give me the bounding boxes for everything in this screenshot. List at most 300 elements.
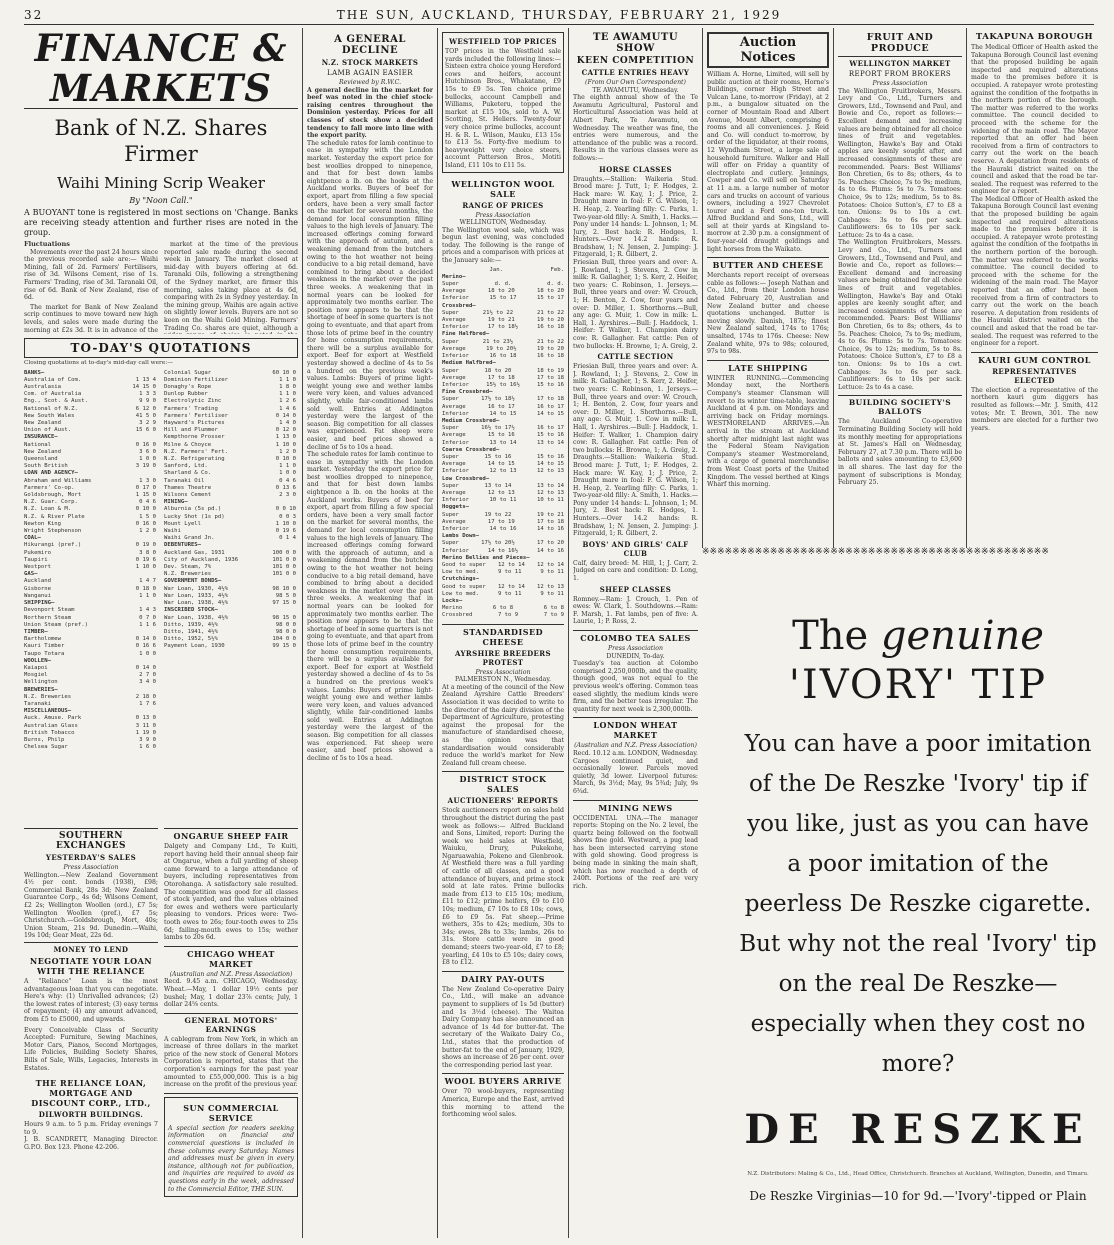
money-head: NEGOTIATE YOUR LOAN WITH THE RELIANCE (29, 956, 153, 976)
quote-row (164, 463, 296, 470)
ongarue-title: ONGARUE SHEEP FAIR (173, 831, 289, 841)
quote-row (164, 607, 296, 614)
quote-label: Sanford, Ltd. (164, 463, 208, 470)
quote-row (442, 447, 564, 454)
quote-value: 17 to 18 (537, 374, 564, 381)
quote-value: 9 to 11 (540, 569, 564, 576)
quote-row (24, 492, 156, 499)
londonwheat-title: LONDON WHEAT MARKET (593, 720, 678, 741)
quote-value: 9 9 0 (139, 398, 156, 405)
quote-label: Chelsea Sugar (24, 744, 68, 751)
quote-value: 16 to 17 (537, 403, 564, 410)
quote-row (164, 564, 296, 571)
quote-label: Medium Halfbred— (442, 360, 496, 367)
quote-label: Inferior (442, 410, 469, 417)
quote-value: 7 to 9 (543, 612, 564, 619)
quote-value: 1 8 0 (279, 384, 296, 390)
quote-row (164, 485, 296, 492)
teawamutu-credit: (From Our Own Correspondent) (585, 79, 686, 86)
building-text: The Auckland Co-operative Terminating Building Society will hold its monthly meeting for appropriations at St. James's Hall on Wednesday, February 27, at 7.30 p.m. There will be ballots and sales amounting to £3,600 in all shares. The last day for the payment of subscriptions is Monday, February 25. (838, 418, 962, 487)
quote-label: Inferior (442, 439, 469, 446)
quote-row (442, 548, 564, 555)
motors-title: GENERAL MOTORS' EARNINGS (184, 1015, 278, 1034)
quote-label: Colonial Sugar (164, 369, 212, 376)
quote-value: 1 4 6 (279, 405, 296, 412)
quote-value: 14 to 16 (537, 525, 564, 532)
quote-value: 9 to 11 (497, 569, 522, 576)
chicago-credit: (Australian and N.Z. Press Association) (169, 970, 293, 978)
quote-value: 12 to 13 (489, 468, 517, 475)
quote-label: Inferior (442, 468, 469, 475)
quote-row (164, 492, 296, 499)
wool-dateline: WELLINGTON, Wednesday. (459, 219, 547, 227)
quote-label: Farmers' Fertiliser (164, 412, 228, 419)
quote-value: 1 6 0 (139, 744, 156, 751)
dairy-text: The New Zealand Co-operative Dairy Co., Ltd., will make an advance payment to suppliers of 1s 5d (butter) and 1s 3½d (cheese). The Waitoa Dairy Company has also announced an advance of 1s 4d for butter-fat. The secretary of the Waikato Dairy Co., Ltd., states that the production of butter-fat to the end of January, 1929, shows an increase of 26 per cent. over the corresponding period last year. (442, 985, 564, 1069)
londonwheat-dateline: Recd. 10.12 a.m. LONDON, Wednesday. (573, 749, 698, 757)
quote-label: LOAN AND AGENCY— (24, 470, 78, 477)
quote-value: 0 14 0 (275, 412, 296, 419)
quote-value: 17 to 18½ (487, 324, 519, 331)
quote-label: British Tobacco (24, 729, 75, 736)
quote-row (24, 470, 156, 477)
quote-row (24, 384, 156, 391)
column-rule (702, 28, 703, 548)
quote-label: Ditto, 1939, 4½% (164, 621, 218, 628)
quote-label: Inferior (442, 295, 469, 302)
quote-value: 6 to 8 (492, 605, 514, 612)
quote-label: Average (442, 374, 466, 381)
quote-row (442, 468, 564, 475)
quote-label: Auck. Amuse. Park (24, 715, 82, 722)
quote-label: Abraham and Williams (24, 477, 92, 484)
money-firm-building: DILWORTH BUILDINGS. (38, 1110, 144, 1120)
quote-value: 1 5 0 (139, 513, 156, 520)
quote-label: Fine Crossbred— (442, 389, 493, 396)
quote-value: 0 0 3 (279, 513, 296, 520)
quote-label: Average (442, 288, 466, 295)
ad-body: You can have a poor imitation of the De Reszke 'Ivory' tip if you like, just as you can have a poor imitation of the peerless De Reszke cigarette. But why not the real 'Ivory' tip on the real De Reszke—especially when they cost no more? (739, 731, 1097, 1077)
district-subtitle: AUCTIONEERS' REPORTS (447, 796, 559, 806)
quote-label: Ditto, 1941, 4½% (164, 628, 218, 635)
quote-value: 0 14 0 (135, 636, 156, 643)
masthead (24, 6, 1094, 25)
quote-label: Inferior (442, 381, 469, 388)
fruit-credit: Press Association (872, 80, 928, 87)
quote-value: 100 0 0 (272, 549, 296, 556)
quote-label: Queensland (24, 456, 58, 463)
quote-value: 1 0 0 (139, 456, 156, 463)
quote-label: Crossbred— (442, 302, 476, 309)
quote-row (164, 398, 296, 405)
motors-text: A cablegram from New York, in which an increase of three dollars in the market price of the new stock of General Motors Corporation is reported, states that the corporation's earnings for the past year amounted to £55,000,000. This is a big increase on the profit of the previous year. (164, 1035, 298, 1089)
quote-label: Hikurangi (pref.) (24, 542, 82, 549)
ad-line1-word: genuine (880, 613, 1044, 659)
ad-distributors: N.Z. Distributors: Maling & Co., Ltd., Head Office, Christchurch. Branches at Auckland, Wellington, Dunedin, and Timaru. (747, 1171, 1089, 1177)
quote-value: 98 0 0 (275, 621, 296, 628)
quote-row (164, 514, 296, 521)
quote-row (24, 377, 156, 384)
quote-value: 19 to 20 (537, 345, 564, 352)
quote-row (164, 506, 296, 513)
quote-row (164, 615, 296, 622)
quote-label: Inferior (442, 525, 469, 532)
quote-row (442, 303, 564, 310)
quote-row (24, 672, 156, 679)
quote-row (442, 411, 564, 418)
quote-label: Taupiri (24, 556, 48, 563)
quote-label: N.Z. Breweries (164, 571, 212, 578)
quote-label: Union of Aust. (24, 427, 72, 434)
quote-row (24, 449, 156, 456)
quote-row (442, 519, 564, 526)
quote-label: Wellington (24, 679, 58, 686)
quote-row (24, 615, 156, 622)
column-rule (833, 28, 834, 548)
quote-value: 1 1 0 (279, 376, 296, 383)
quote-row (164, 470, 296, 477)
quote-value: 0 1 4 (279, 535, 296, 542)
quote-label: Super (442, 281, 459, 288)
quote-label: Waihi (164, 528, 181, 535)
quote-row (24, 478, 156, 485)
quote-row (442, 310, 564, 317)
quote-row (164, 542, 296, 549)
ad-line1 (738, 612, 1098, 660)
westfield-box (442, 32, 564, 173)
quote-value: 15 to 16 (484, 453, 512, 460)
teawamutu-dateline: TE AWAMUTU, Wednesday. (592, 86, 679, 94)
quote-label: Super (442, 511, 459, 518)
quote-value: 13 to 14 (484, 482, 512, 489)
quote-value: 10 to 11 (489, 497, 517, 504)
quote-label: Hill and Plummer (164, 427, 218, 434)
money-title: MONEY TO LEND (53, 945, 129, 954)
subheadline: Waihi Mining Scrip Weaker (57, 174, 265, 192)
quote-label: Wilsons Cement (164, 492, 212, 499)
quote-label: N.Z. Farmers' Fert. (164, 448, 228, 455)
quote-value: 1 15 0 (135, 492, 156, 499)
quote-value: 60 10 0 (272, 369, 296, 376)
quote-value: 99 15 0 (272, 643, 296, 650)
quote-row (24, 651, 156, 658)
quote-value: 15 to 17 (489, 295, 517, 302)
quote-label: Average (442, 518, 466, 525)
quote-label: Alburnia (5s pd.) (164, 506, 222, 513)
cheese-subtitle: AYRSHIRE BREEDERS PROTEST (455, 648, 551, 667)
quote-value: 0 16 0 (135, 520, 156, 527)
colombo-title: COLOMBO TEA SALES (580, 633, 691, 643)
quote-row (164, 420, 296, 427)
shipping-title: LATE SHIPPING (728, 362, 808, 373)
mining-title: MINING NEWS (598, 802, 673, 813)
horse-text: Draughts.—Stallion: Waikeria Stud. Brood mare: J. Tutt, 1; F. Hodges, 2. Hack mare: W. Kay, 1; J. Price, 2. Draught mare in foal: F. G. Wilson, 1; H. Heap, 2. Yearling filly: C. Parks, 1. Two-year-old filly: A. Smith, 1. Hacks.—Pony under 14 hands: L. Johnson, 1; M. Jury, 2. Best hack: R. Hodges, 1. Hunters.—Over 14.2 hands: R. Bradshaw, 1; N. Jensen, 2. Jumping: J. Fitzgerald, 1; R. Gilbert, 2. (573, 175, 698, 259)
quote-label: Union Steam (pref.) (24, 621, 88, 628)
quote-label: New Zealand (24, 448, 62, 455)
quote-label: Farmers' Trading (164, 405, 218, 412)
wool-header-row (442, 267, 564, 274)
quote-label: Average (442, 489, 466, 496)
quote-label: Newton King (24, 520, 62, 527)
woolbuyers-title: WOOL BUYERS ARRIVE (444, 1076, 562, 1087)
quote-row (442, 281, 564, 288)
quote-value: 41 5 0 (135, 412, 156, 419)
quote-label: Good to super (442, 561, 486, 568)
quote-label: Merino Bellies and Pieces— (442, 554, 530, 561)
quote-value: 101 0 0 (272, 556, 296, 563)
quote-value: 1 4 0 (279, 420, 296, 427)
dairy-title: DAIRY PAY-OUTS (461, 973, 545, 984)
quote-row (442, 346, 564, 353)
quote-value: 98 10 0 (272, 585, 296, 592)
quote-label: Inferior (442, 547, 469, 554)
quote-row (24, 456, 156, 463)
quote-value: 101 0 0 (272, 571, 296, 578)
takapuna-title: TAKAPUNA BOROUGH (975, 32, 1094, 42)
quote-row (442, 598, 564, 605)
quote-value: 1 10 0 (275, 520, 296, 527)
quote-value: 17 to 20 (537, 540, 564, 547)
quote-value: 3 19 0 (135, 463, 156, 470)
quote-label: Ditto, 1952, 5½% (164, 636, 218, 643)
quote-value: 1 1 0 (279, 391, 296, 398)
quote-label: GOVERNMENT BONDS— (164, 578, 222, 585)
quote-value: 0 10 0 (275, 456, 296, 463)
quote-label: Low Crossbred— (442, 475, 490, 482)
quote-label: BREWERIES— (24, 686, 58, 693)
quote-label: Northern Steam (24, 614, 72, 621)
quote-value: 0 16 0 (135, 441, 156, 448)
cheese-title: STANDARDISED CHEESE (462, 626, 544, 647)
quotations-left (24, 370, 156, 752)
quote-label: Taupo Totara (24, 650, 65, 657)
quote-value: 17 to 18 (537, 396, 564, 403)
quote-row (24, 434, 156, 441)
quotations-intro: Closing quotations at to-day's mid-day call were:— (24, 360, 174, 366)
quote-row (164, 600, 296, 607)
quote-value: 3 11 0 (135, 722, 156, 729)
kauri-title: KAURI GUM CONTROL (978, 354, 1091, 365)
quote-value: 19 to 21 (537, 511, 564, 518)
quote-label: Average (442, 403, 466, 410)
quote-value: 2 18 0 (135, 693, 156, 700)
quote-label: N.Z. Breweries (24, 693, 72, 700)
quote-row (24, 701, 156, 708)
quote-label: Average (442, 317, 466, 324)
quote-value: 0 12 0 (275, 427, 296, 434)
quote-label: Bartholomew (24, 636, 62, 643)
quote-row (442, 425, 564, 432)
quote-row (24, 694, 156, 701)
quote-value: 1 0 0 (279, 470, 296, 477)
exchanges-title: SOUTHERN EXCHANGES (55, 831, 127, 851)
column-auction (707, 28, 829, 544)
wool-title: WELLINGTON WOOL SALE (451, 178, 555, 199)
quote-value: 1 1 0 (279, 463, 296, 470)
quote-label: BANKS— (24, 369, 45, 376)
quote-row (24, 528, 156, 535)
quote-value: 6 to 8 (543, 605, 564, 612)
quote-label: War Loan, 1933, 4½% (164, 592, 228, 599)
quote-label: Average (442, 432, 466, 439)
quote-label: Electrolytic Zinc (164, 398, 222, 405)
quote-row (24, 658, 156, 665)
quote-row (24, 427, 156, 434)
quote-value: 16 to 18 (537, 324, 564, 331)
takapuna-text: The Medical Officer of Health asked the Takapuna Borough Council last evening that the proposed building be again inspected and required alterations made to the premises before it is occupied. A ratepayer wrote protesting against the condition of the footpaths in the northern portion of the borough. The matter was referred to the works committee. The council decided to proceed with the scheme for the widening of the main road. The Mayor reported that an offer had been received from a firm of contractors to carry out the work on the beach reserve. A deputation from residents of the Hauraki district waited on the council and asked that the road be tar-sealed. The request was referred to the engineer for a report. (971, 44, 1098, 196)
quote-row (442, 396, 564, 403)
quote-row (24, 593, 156, 600)
quote-value: 104 0 0 (272, 636, 296, 643)
quote-value: 0 19 6 (135, 556, 156, 563)
quote-label: South British (24, 463, 68, 470)
quote-value: 10 to 11 (537, 497, 564, 504)
quote-value: 14 15 0 (132, 384, 156, 390)
quote-value: 9 to 11 (540, 590, 564, 597)
quote-row (24, 535, 156, 542)
cattle-text: Friesian Bull, three years and over: A. J. Rowland, 1; J. Stevens, 2. Cow in milk: R. Gallagher, 1; S. Kerr, 2. Heifer, two years: C. Robinson, 1. Jerseys.—Bull, three years and over: W. Crouch, 1; H. Benton, 2. Cow, four years and over: D. Miller, 1. Shorthorns.—Bull, any age: G. Muir, 1. Cow in milk: L. Hall, 1. Ayrshires.—Bull: J. Haddock, 1. Heifer: T. Walker, 1. Champion dairy cow: R. Gallagher. Fat cattle: Pen of two bullocks: H. Browne, 1; A. Greig, 2. (573, 363, 698, 454)
wool-col-header: Feb. (550, 266, 564, 273)
quote-row (442, 360, 564, 367)
quote-label: Taranaki (24, 700, 51, 707)
quote-row (164, 427, 296, 434)
quote-row (442, 526, 564, 533)
quote-row (24, 586, 156, 593)
quote-value: 19 to 22 (484, 511, 512, 518)
section-title: FINANCE & MARKETS (34, 28, 288, 110)
quote-value: 18 to 19 (537, 367, 564, 374)
quote-row (24, 506, 156, 513)
shipping-text: WINTER RUNNING.—Commencing Monday next, the Northern Company's steamer Clansman will revert to its winter time-table, leaving Auckland at 4 p.m. on Mondays and arriving back on Friday mornings. WESTMORELAND ARRIVES.—An arrival in the stream at Auckland shortly after midnight last night was the Federal Steam Navigation Company's steamer Westmoreland, with a cargo of general merchandise from West Coast ports of the United Kingdom. The vessel berthed at Kings Wharf this morning. (707, 374, 829, 489)
quote-row (24, 391, 156, 398)
quote-row (164, 571, 296, 578)
colombo-credit: Press Association (608, 645, 663, 652)
kauri-subtitle: REPRESENTATIVES ELECTED (992, 366, 1077, 385)
quote-row (164, 478, 296, 485)
quote-row (442, 375, 564, 382)
fruit-text-cont: The Wellington Fruitbrokers, Messrs. Levy and Co., Ltd., Turners and Growers, Ltd., Townsend and Paul, and Bowie and Co., report as follows:— Excellent demand and increasing values are being obtained for all choice lines of fruit and vegetables. Wellington, Hawke's Bay and Otaki apples are keenly sought after, and increased consignments of these are recommended. Pears: Best Williams' Bon Chretien, 6s to 8s; others, 4s to 5s. Peaches: Choice, 7s to 9s; medium, 4s to 6s. Plums: 5s to 7s. Tomatoes: Choice, 9s to 12s; medium, 5s to 8s. Potatoes: Choice Sutton's, £7 to £8 a ton. Onions: 9s to 10s a cwt. Cabbages: 3s to 6s per sack. Cauliflowers: 6s to 10s per sack. Lettuce: 2s to 4s a case. (838, 239, 962, 391)
quote-row (164, 377, 296, 384)
quote-label: Lucky Shot (1s pd) (164, 513, 225, 520)
quote-row (24, 413, 156, 420)
quote-value: 16 to 17 (537, 425, 564, 432)
quote-row (164, 456, 296, 463)
finance-article (24, 28, 298, 334)
quote-label: Dev. Steam, 7% (164, 564, 212, 571)
quote-row (442, 576, 564, 583)
quote-label: War Loan, 1938, 4½% (164, 614, 228, 621)
quote-value: 13 to 14 (489, 439, 517, 446)
horse-text-cont: Friesian Bull, three years and over: A. J. Rowland, 1; J. Stevens, 2. Cow in milk: R. Gallagher, 1; S. Kerr, 2. Heifer, two years: C. Robinson, 1. Jerseys.—Bull, three years and over: W. Crouch, 1; H. Benton, 2. Cow, four years and over: D. Miller, 1. Shorthorns.—Bull, any age: G. Muir, 1. Cow in milk: L. Hall, 1. Ayrshires.—Bull: J. Haddock, 1. Heifer: T. Walker, 1. Champion dairy cow: R. Gallagher. Fat cattle: Pen of two bullocks: H. Browne, 1; A. Greig, 2. (573, 259, 698, 350)
butter-title: BUTTER AND CHEESE (712, 260, 824, 271)
quote-value: 14 to 16 (537, 547, 564, 554)
quote-row (442, 540, 564, 547)
quote-row (24, 708, 156, 715)
lead-paragraph: A BUOYANT tone is registered in most sections on 'Change. Banks are receiving steady attention and further rises are noted in the group. (24, 208, 298, 237)
quote-row (164, 578, 296, 585)
quote-row (442, 483, 564, 490)
quote-label: Payment Loan, 1930 (164, 643, 225, 650)
quote-value: 19 to 20½ (486, 345, 517, 352)
quote-row (24, 730, 156, 737)
quote-row (164, 593, 296, 600)
quote-label: Low to med. (442, 590, 480, 597)
quote-row (164, 622, 296, 629)
westfield-title: WESTFIELD TOP PRICES (449, 37, 557, 46)
fluctuations-label: Fluctuations (24, 240, 70, 248)
quote-value: d. d. (494, 281, 512, 288)
quote-value: 0 16 6 (135, 643, 156, 650)
quote-label: Inferior (442, 353, 469, 360)
quote-value: 12 to 13 (487, 489, 515, 496)
londonwheat-credit: (Australian and N.Z. Press Association) (574, 742, 697, 750)
quote-label: Super (442, 367, 459, 374)
quote-row (24, 406, 156, 413)
quote-value: 18 to 20 (487, 288, 515, 295)
column-rule (302, 28, 303, 1238)
column-fruit (838, 28, 962, 544)
quote-row (442, 339, 564, 346)
quote-row (164, 370, 296, 377)
exchanges-credit: Press Association (63, 864, 119, 871)
quote-label: Sharland & Co. (164, 470, 212, 477)
quote-value: 15 to 16 (537, 381, 564, 388)
quote-label: National of N.Z. (24, 405, 78, 412)
quote-row (24, 715, 156, 722)
quote-value: 14 to 15 (537, 461, 564, 468)
quote-row (164, 636, 296, 643)
quote-value: 14 to 15 (537, 410, 564, 417)
quote-value: 0 7 0 (139, 614, 156, 621)
quote-row (24, 514, 156, 521)
quote-label: Milne & Choyce (164, 441, 212, 448)
quote-label: Inferior (442, 324, 469, 331)
quote-label: Burns, Philp (24, 736, 65, 743)
quote-row (24, 679, 156, 686)
quote-label: Merino (442, 605, 463, 612)
quote-row (442, 454, 564, 461)
quote-label: Crutchings— (442, 576, 480, 583)
quote-row (164, 449, 296, 456)
ad-footer: De Reszke Virginias—10 for 9d.—'Ivory'-tipped or Plain (749, 1189, 1087, 1203)
quote-label: Low to med. (442, 569, 480, 576)
quote-row (164, 586, 296, 593)
quote-label: TIMBER— (24, 628, 48, 635)
quote-value: 21½ to 22 (482, 309, 514, 316)
quote-value: 17½ to 18½ (481, 396, 515, 403)
quote-row (442, 432, 564, 439)
quote-value: 98 0 0 (275, 628, 296, 635)
fluctuations-text: Movements over the past 24 hours since the previous recorded sale are:— Waihi Mining, fall of 2d. Farmers' Fertilisers, rise of 3d. Wilsons Cement, rise of 1s. Farmers' Trading, rise of 3d. Taranaki Oil, rise of 6d. Bank of New Zealand, rise of 6d. (24, 248, 158, 302)
quote-label: Kaiapoi (24, 664, 48, 671)
quote-label: Super (442, 540, 459, 547)
district-title: DISTRICT STOCK SALES (459, 774, 547, 795)
quote-label: Super (442, 425, 459, 432)
quote-value: 17½ to 20½ (481, 540, 515, 547)
money-advert (24, 942, 158, 1238)
quote-value: 1 1 6 (139, 621, 156, 628)
quote-value: 12 to 13 (537, 583, 564, 590)
quote-row (164, 413, 296, 420)
quote-label: Hayward's Pictures (164, 420, 225, 427)
column-takapuna (971, 28, 1098, 544)
quote-row (442, 562, 564, 569)
cheese-text: At a meeting of the council of the New Zealand Ayrshire Cattle Breeders' Association it was decided to write to the director of the dairy division of the Department of Agriculture, protesting against the proposal for the manufacture of standardised cheese, as the opinion was that standardisation would considerably reduce the world's market for New Zealand full cream cheese. (442, 683, 564, 767)
quote-label: Super (442, 338, 459, 345)
teawamutu-title: TE AWAMUTU SHOW (592, 32, 679, 54)
quote-value: 18 to 20 (537, 288, 564, 295)
horse-head: HORSE CLASSES (599, 164, 672, 174)
